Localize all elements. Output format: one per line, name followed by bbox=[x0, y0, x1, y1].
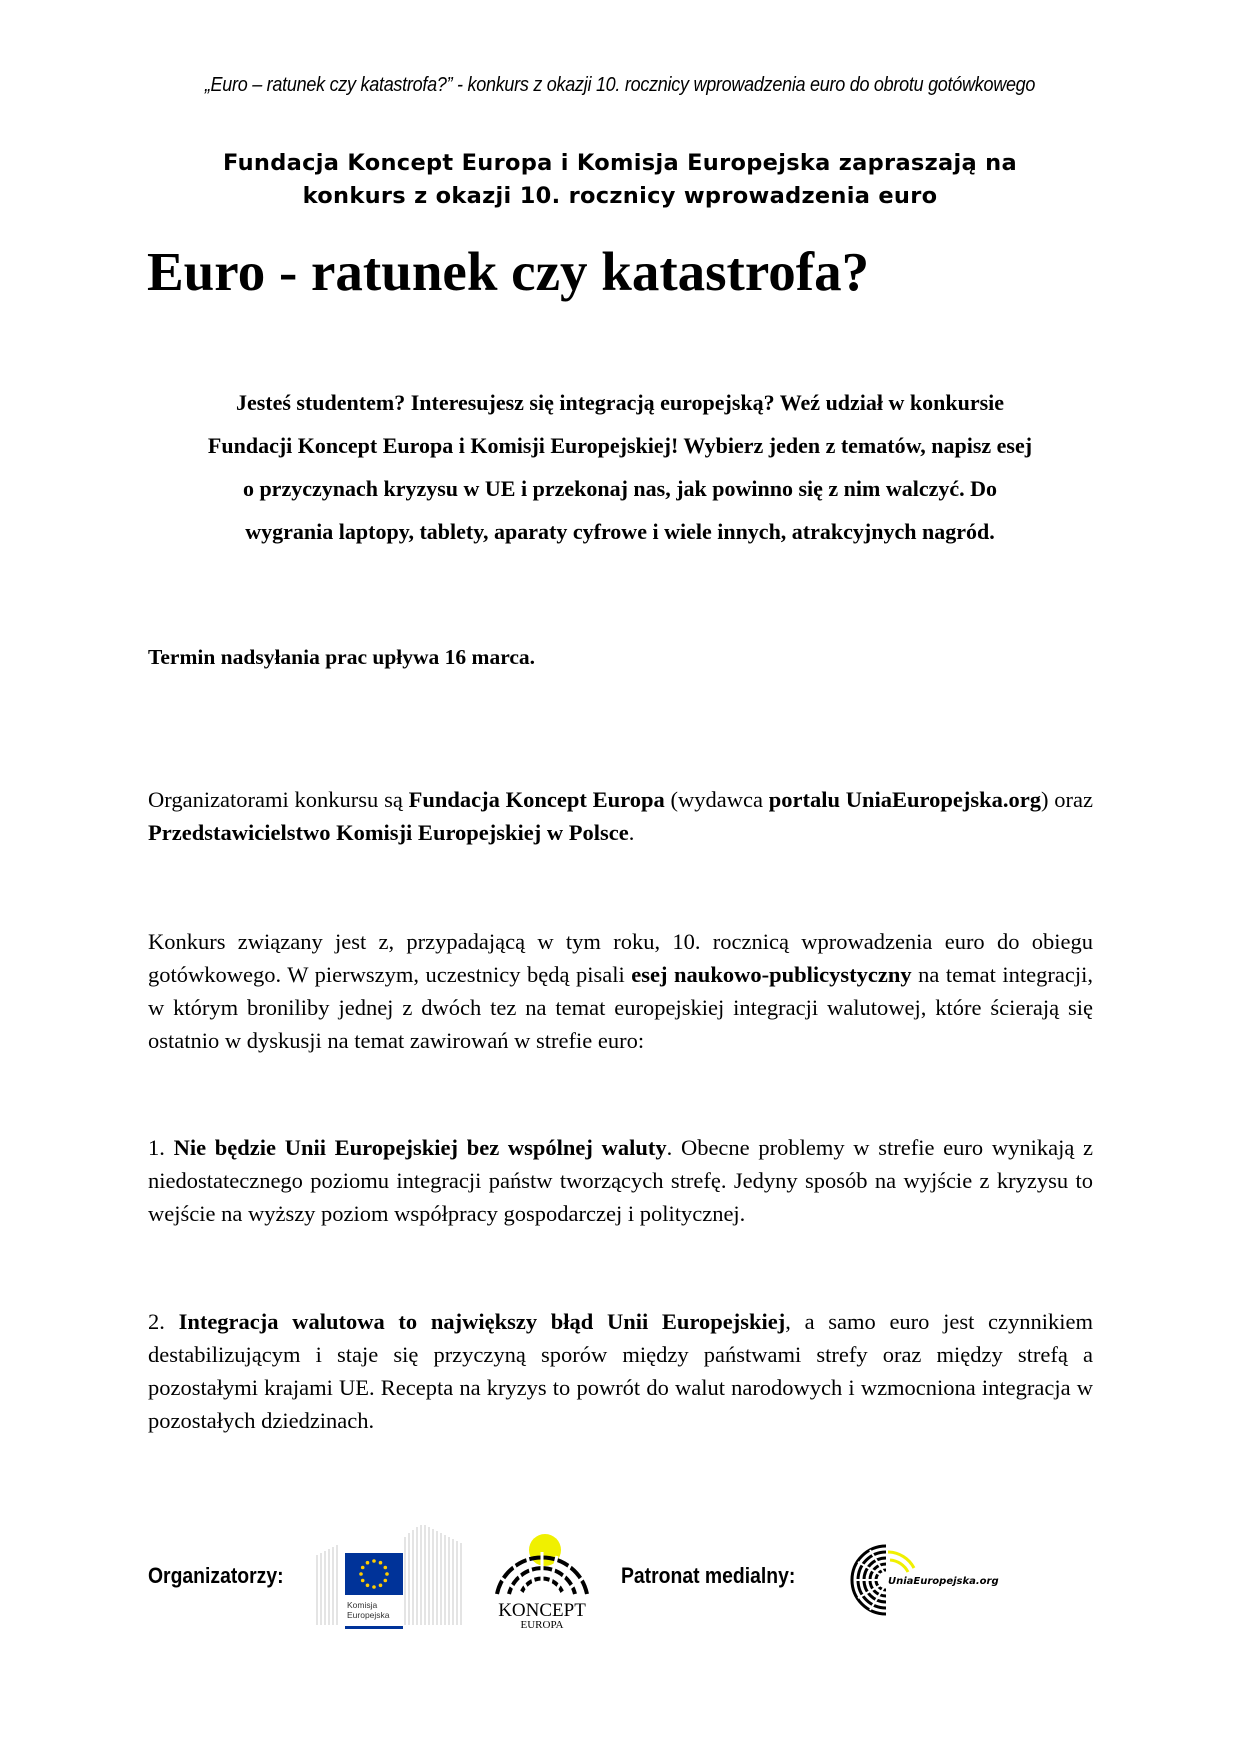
intro-line: Fundacja Koncept Europa i Komisja Europejska zapraszają na bbox=[223, 150, 1017, 176]
running-header: „Euro – ratunek czy katastrofa?” - konkurs z okazji 10. rocznicy wprowadzenia euro do obrotu gotówkowego bbox=[204, 74, 1036, 96]
topic-number: 1. bbox=[148, 1134, 174, 1160]
organizers-paragraph: Organizatorami konkursu są Fundacja Koncept Europa (wydawca portalu UniaEuropejska.org) oraz Przedstawicielstwo Komisji Europejskiej w Polsce. bbox=[148, 786, 1093, 845]
komisja-europejska-logo bbox=[315, 1525, 465, 1635]
deadline-notice: Termin nadsyłania prac upływa 16 marca. bbox=[148, 645, 536, 669]
unia-europejska-logo-text: UniaEuropejska.org bbox=[888, 1576, 999, 1587]
topic-thesis: Nie będzie Unii Europejskiej bez wspólnej waluty bbox=[173, 1134, 667, 1160]
topic-item: 1. Nie będzie Unii Europejskiej bez wspólnej waluty. Obecne problemy w strefie euro wynikają z niedostatecznego poziomu integracji państw tworzących strefę. Jedyny sposób na wyjście z kryzysu to wejście na wyższy poziom współpracy gospodarczej i politycznej. bbox=[148, 1134, 1093, 1226]
svg-text:Komisja: Komisja bbox=[347, 1600, 378, 1610]
svg-text:EUROPA: EUROPA bbox=[520, 1619, 564, 1631]
lead-paragraph bbox=[0, 381, 1240, 553]
lead-line: Jesteś studentem? Interesujesz się integracją europejską? Weź udział w konkursie bbox=[235, 390, 1005, 415]
essay-type: esej naukowo-publicystyczny bbox=[631, 961, 912, 987]
topic-number: 2. bbox=[148, 1308, 179, 1334]
koncept-europa-logo bbox=[483, 1532, 601, 1632]
organizers-label: Organizatorzy: bbox=[148, 1563, 284, 1588]
unia-europejska-org-logo bbox=[848, 1540, 1008, 1620]
portal-name: portalu UniaEuropejska.org bbox=[768, 786, 1042, 812]
svg-text:Europejska: Europejska bbox=[347, 1610, 390, 1620]
organizer-name: Przedstawicielstwo Komisji Europejskiej w Polsce bbox=[148, 819, 629, 845]
svg-text:KONCEPT: KONCEPT bbox=[498, 1600, 586, 1621]
lead-line: wygrania laptopy, tablety, aparaty cyfrowe i wiele innych, atrakcyjnych nagród. bbox=[245, 519, 995, 544]
lead-line: Fundacji Koncept Europa i Komisji Europejskiej! Wybierz jeden z tematów, napisz esej bbox=[207, 433, 1033, 458]
page-title: Euro - ratunek czy katastrofa? bbox=[147, 241, 870, 302]
organizer-name: Fundacja Koncept Europa bbox=[408, 786, 665, 812]
context-paragraph: Konkurs związany jest z, przypadającą w tym roku, 10. rocznicą wprowadzenia euro do obiegu gotówkowego. W pierwszym, uczestnicy będą pisali esej naukowo-publicystyczny na temat integracji, w którym broniliby jednej z dwóch tez na temat europejskiej integracji walutowej, które ścierają się ostatnio w dyskusji na temat zawirowań w strefie euro: bbox=[148, 928, 1093, 1053]
topic-thesis: Integracja walutowa to największy błąd Unii Europejskiej bbox=[178, 1308, 786, 1334]
intro-line: konkurs z okazji 10. rocznicy wprowadzenia euro bbox=[302, 183, 938, 209]
topic-item: 2. Integracja walutowa to największy błąd Unii Europejskiej, a samo euro jest czynnikiem destabilizującym i staje się przyczyną sporów między państwami strefy oraz między strefą a pozostałymi krajami UE. Recepta na kryzys to powrót do walut narodowych i wzmocniona integracja w pozostałych dziedzinach. bbox=[148, 1308, 1093, 1433]
intro-heading bbox=[0, 147, 1240, 213]
media-patronage-label: Patronat medialny: bbox=[621, 1563, 796, 1588]
lead-line: o przyczynach kryzysu w UE i przekonaj nas, jak powinno się z nim walczyć. Do bbox=[242, 476, 998, 501]
